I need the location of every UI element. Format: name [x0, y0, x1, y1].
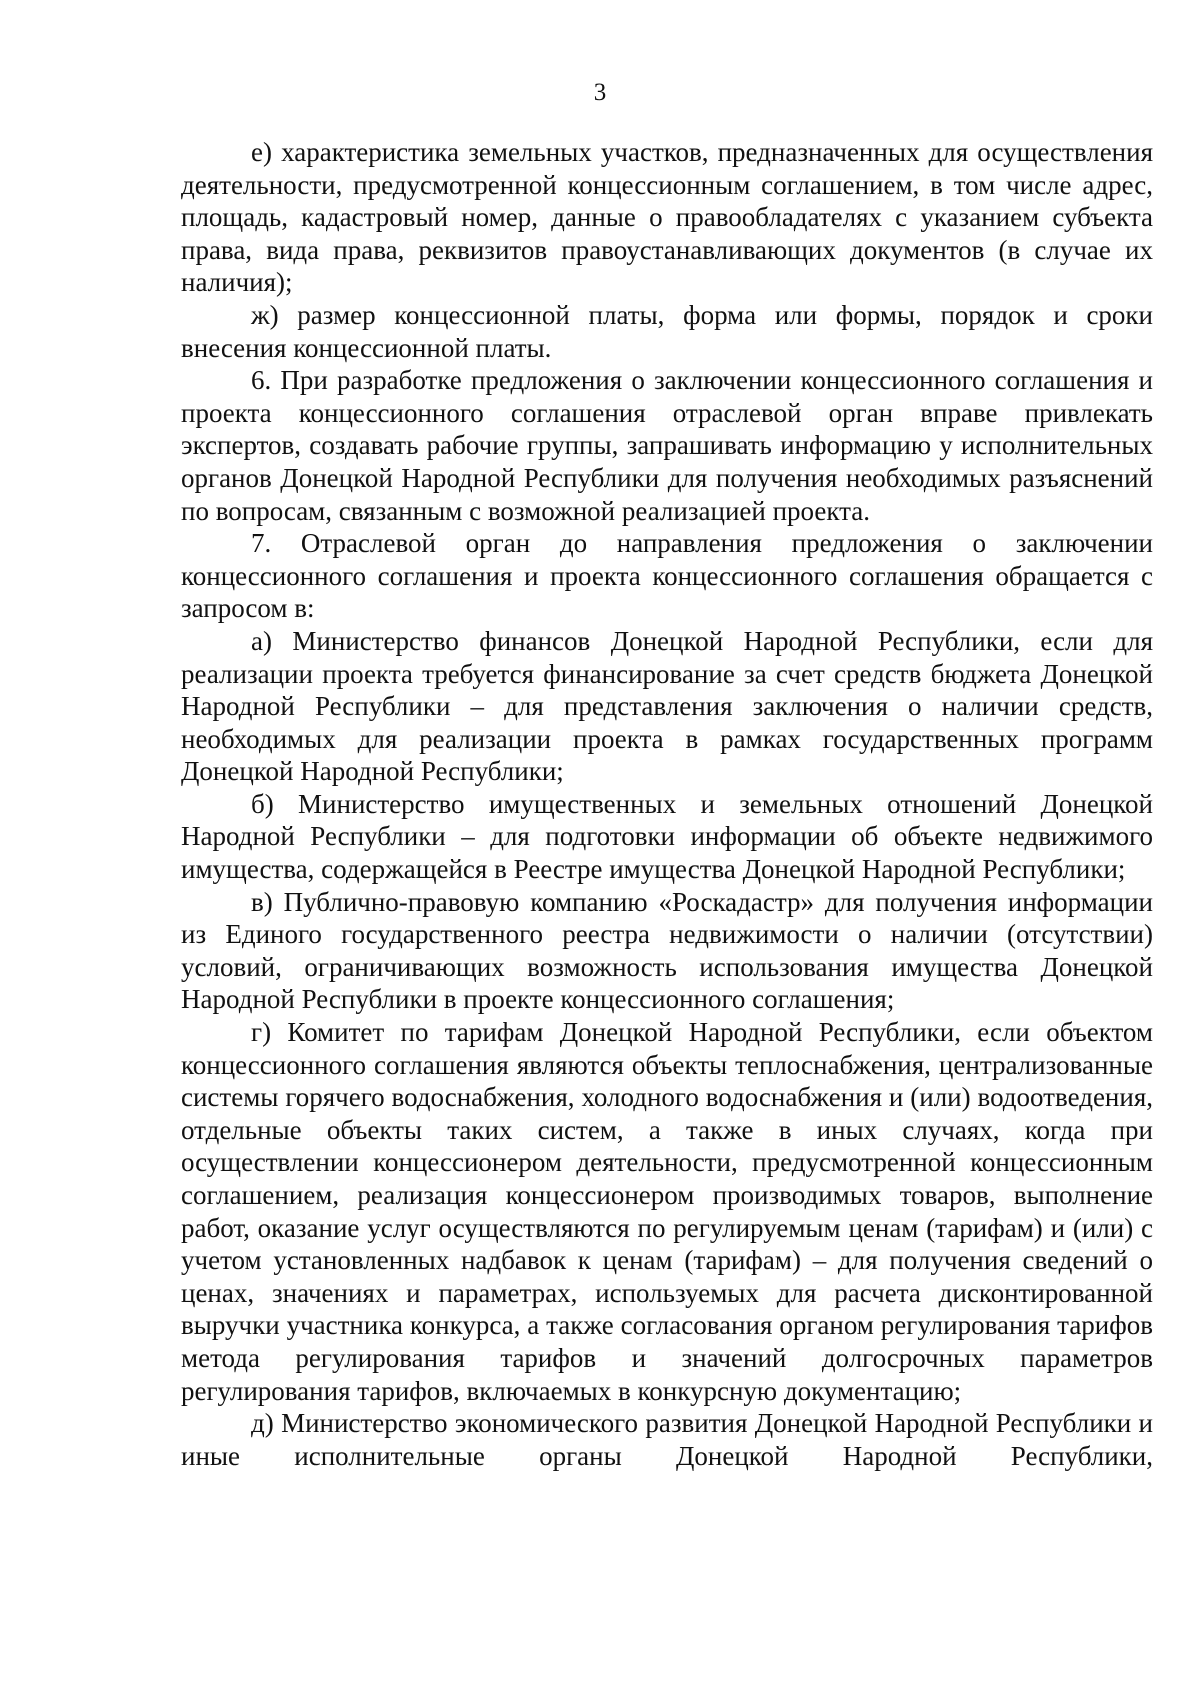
- paragraph-b-ministry-property: б) Министерство имущественных и земельных отношений Донецкой Народной Республики – для подготовки информации об объекте недвижимого имущества, содержащейся в Реестре имущества Донецкой Народной Республики;: [181, 788, 1153, 885]
- paragraph-zh-concession-fee: ж) размер концессионной платы, форма или формы, порядок и сроки внесения концессионной платы.: [181, 299, 1153, 363]
- page-number: 3: [593, 79, 607, 106]
- paragraph-v-roskadastr: в) Публично-правовую компанию «Роскадастр» для получения информации из Единого государственного реестра недвижимости о наличии (отсутствии) условий, ограничивающих возможность использования имущества Донецкой Народной Республики в проекте концессионного соглашения;: [181, 886, 1153, 1015]
- paragraph-d-ministry-economy: д) Министерство экономического развития Донецкой Народной Республики и иные исполнительные органы Донецкой Народной Республики,: [181, 1408, 1153, 1471]
- paragraph-7-requests: 7. Отраслевой орган до направления предложения о заключении концессионного соглашения и проекта концессионного соглашения обращается с запросом в:: [181, 528, 1153, 624]
- paragraph-6-experts: 6. При разработке предложения о заключении концессионного соглашения и проекта концессионного соглашения отраслевой орган вправе привлекать экспертов, создавать рабочие группы, запрашивать информацию у исполнительных органов Донецкой Народной Республики для получения необходимых разъяснений по вопросам, связанным с возможной реализацией проекта.: [181, 365, 1153, 526]
- paragraph-a-ministry-finance: а) Министерство финансов Донецкой Народной Республики, если для реализации проекта требуется финансирование за счет средств бюджета Донецкой Народной Республики – для представления заключения о наличии средств, необходимых для реализации проекта в рамках государственных программ Донецкой Народной Республики;: [181, 625, 1153, 787]
- document-body: [181, 136, 1153, 1472]
- paragraph-e-land-plots: е) характеристика земельных участков, предназначенных для осуществления деятельности, предусмотренной концессионным соглашением, в том числе адрес, площадь, кадастровый номер, данные о правообладателях с указанием субъекта права, вида права, реквизитов правоустанавливающих документов (в случае их наличия);: [181, 137, 1153, 298]
- paragraph-g-tariff-committee: г) Комитет по тарифам Донецкой Народной Республики, если объектом концессионного соглашения являются объекты теплоснабжения, централизованные системы горячего водоснабжения, холодного водоснабжения и (или) водоотведения, отдельные объекты таких систем, а также в иных случаях, когда при осуществлении концессионером деятельности, предусмотренной концессионным соглашением, реализация концессионером производимых товаров, выполнение работ, оказание услуг осуществляются по регулируемым ценам (тарифам) и (или) с учетом установленных надбавок к ценам (тарифам) – для получения сведений о ценах, значениях и параметрах, используемых для расчета дисконтированной выручки участника конкурса, а также согласования органом регулирования тарифов метода регулирования тарифов и значений долгосрочных параметров регулирования тарифов, включаемых в конкурсную документацию;: [181, 1017, 1153, 1406]
